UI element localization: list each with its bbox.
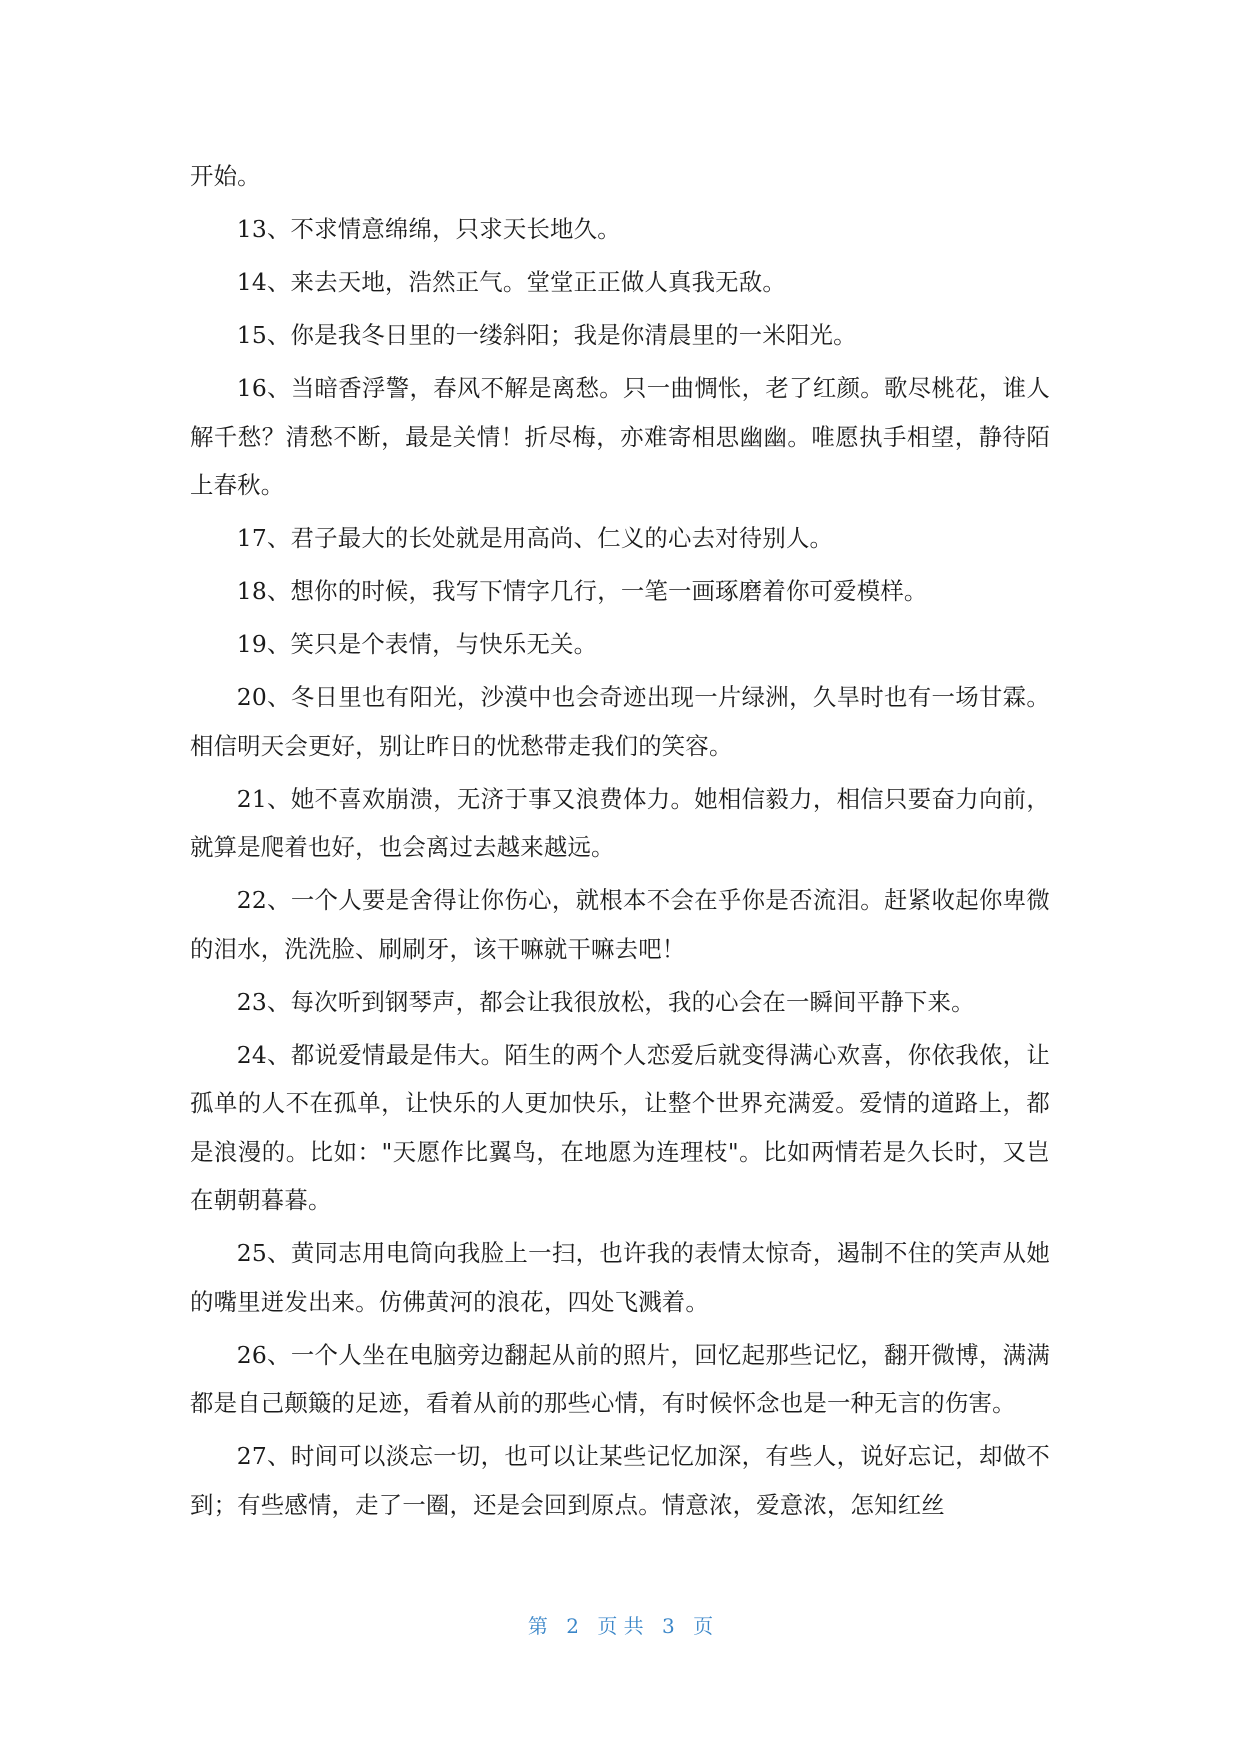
paragraph-20: 20、冬日里也有阳光，沙漠中也会奇迹出现一片绿洲，久旱时也有一场甘霖。相信明天会更好，别让昨日的忧愁带走我们的笑容。 bbox=[190, 683, 1050, 760]
paragraph-23: 23、每次听到钢琴声，都会让我很放松，我的心会在一瞬间平静下来。 bbox=[236, 987, 975, 1016]
footer-middle: 页 共 bbox=[597, 1614, 644, 1638]
document-body bbox=[190, 152, 1050, 1534]
paragraph-21: 21、她不喜欢崩溃，无济于事又浪费体力。她相信毅力，相信只要奋力向前，就算是爬着也好，也会离过去越来越远。 bbox=[190, 784, 1050, 861]
paragraph-16: 16、当暗香浮警，春风不解是离愁。只一曲惆怅，老了红颜。歌尽桃花，谁人解千愁？清愁不断，最是关情！折尽梅，亦难寄相思幽幽。唯愿执手相望，静待陌上春秋。 bbox=[190, 374, 1050, 499]
footer-current-page: 2 bbox=[566, 1614, 579, 1638]
paragraph-22: 22、一个人要是舍得让你伤心，就根本不会在乎你是否流泪。赶紧收起你卑微的泪水，洗洗脸、刷刷牙，该干嘛就干嘛去吧！ bbox=[190, 886, 1050, 963]
paragraph-27: 27、时间可以淡忘一切，也可以让某些记忆加深，有些人，说好忘记，却做不到；有些感情，走了一圈，还是会回到原点。情意浓，爱意浓，怎知红丝 bbox=[190, 1442, 1050, 1519]
footer-total-pages: 3 bbox=[662, 1614, 675, 1638]
paragraph-15: 15、你是我冬日里的一缕斜阳；我是你清晨里的一米阳光。 bbox=[236, 321, 857, 349]
paragraph-14: 14、来去天地，浩然正气。堂堂正正做人真我无敌。 bbox=[236, 268, 786, 296]
paragraph-13: 13、不求情意绵绵，只求天长地久。 bbox=[236, 215, 621, 243]
paragraph-24: 24、都说爱情最是伟大。陌生的两个人恋爱后就变得满心欢喜，你依我侬，让孤单的人不在孤单，让快乐的人更加快乐，让整个世界充满爱。爱情的道路上，都是浪漫的。比如："天愿作比翼鸟，在地愿为连理枝"。比如两情若是久长时，又岂在朝朝暮暮。 bbox=[190, 1040, 1050, 1214]
paragraph-17: 17、君子最大的长处就是用高尚、仁义的心去对待别人。 bbox=[236, 524, 834, 552]
paragraph-18: 18、想你的时候，我写下情字几行，一笔一画琢磨着你可爱模样。 bbox=[236, 577, 928, 605]
paragraph-26: 26、一个人坐在电脑旁边翻起从前的照片，回忆起那些记忆，翻开微博，满满都是自己颠簸的足迹，看着从前的那些心情，有时候怀念也是一种无言的伤害。 bbox=[190, 1340, 1050, 1417]
page-footer bbox=[0, 1610, 1241, 1639]
footer-suffix: 页 bbox=[693, 1614, 714, 1638]
paragraph-continuation: 开始。 bbox=[190, 162, 261, 190]
paragraph-25: 25、黄同志用电筒向我脸上一扫，也许我的表情太惊奇，遏制不住的笑声从她的嘴里迸发出来。仿佛黄河的浪花，四处飞溅着。 bbox=[190, 1239, 1050, 1316]
paragraph-19: 19、笑只是个表情，与快乐无关。 bbox=[236, 630, 598, 658]
footer-prefix: 第 bbox=[527, 1614, 548, 1638]
